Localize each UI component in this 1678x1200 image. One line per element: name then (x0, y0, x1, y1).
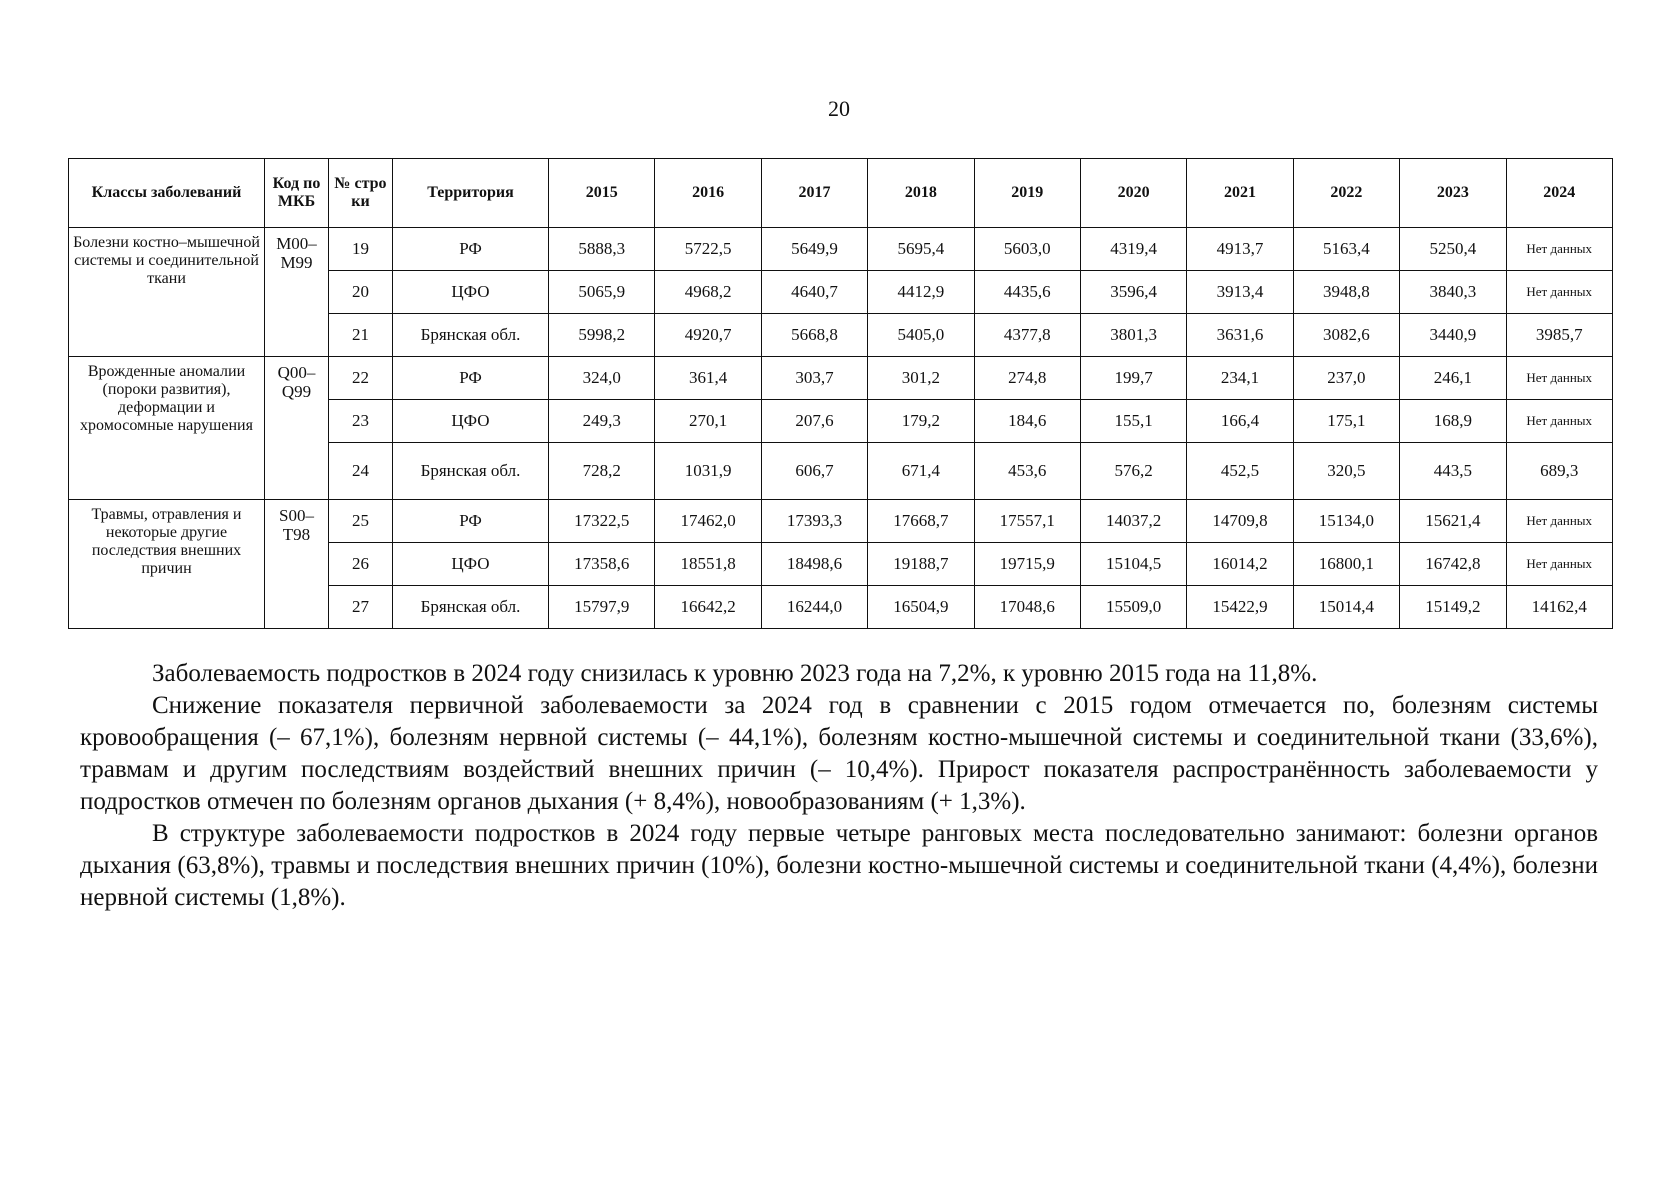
value-cell: 4640,7 (761, 271, 867, 314)
header-year: 2015 (549, 159, 655, 228)
icd-code-cell: S00– T98 (265, 500, 329, 629)
value-cell: 4913,7 (1187, 228, 1293, 271)
value-cell: 301,2 (868, 357, 974, 400)
no-data-cell: Нет данных (1506, 357, 1612, 400)
value-cell: 4412,9 (868, 271, 974, 314)
header-year: 2022 (1293, 159, 1399, 228)
value-cell: 19188,7 (868, 543, 974, 586)
value-cell: 4968,2 (655, 271, 761, 314)
header-year: 2023 (1400, 159, 1506, 228)
value-cell: 15422,9 (1187, 586, 1293, 629)
disease-class-cell: Травмы, отравления и некоторые другие последствия внешних причин (69, 500, 265, 629)
no-data-cell: Нет данных (1506, 271, 1612, 314)
value-cell: 15104,5 (1080, 543, 1186, 586)
territory-cell: Брянская обл. (393, 314, 549, 357)
value-cell: 246,1 (1400, 357, 1506, 400)
table-header-row (69, 159, 1613, 228)
value-cell: 274,8 (974, 357, 1080, 400)
value-cell: 15509,0 (1080, 586, 1186, 629)
value-cell: 14037,2 (1080, 500, 1186, 543)
value-cell: 17393,3 (761, 500, 867, 543)
value-cell: 234,1 (1187, 357, 1293, 400)
value-cell: 15014,4 (1293, 586, 1399, 629)
value-cell: 728,2 (549, 443, 655, 500)
no-data-cell: Нет данных (1506, 500, 1612, 543)
value-cell: 155,1 (1080, 400, 1186, 443)
table-row (69, 500, 1613, 543)
table-row (69, 357, 1613, 400)
territory-cell: РФ (393, 500, 549, 543)
value-cell: 17462,0 (655, 500, 761, 543)
disease-class-cell: Болезни костно–мышечной системы и соединительной ткани (69, 228, 265, 357)
value-cell: 270,1 (655, 400, 761, 443)
value-cell: 16014,2 (1187, 543, 1293, 586)
value-cell: 576,2 (1080, 443, 1186, 500)
territory-cell: ЦФО (393, 543, 549, 586)
body-text (80, 658, 1598, 914)
value-cell: 5065,9 (549, 271, 655, 314)
value-cell: 5998,2 (549, 314, 655, 357)
icd-code-cell: Q00– Q99 (265, 357, 329, 500)
disease-class-cell: Врожденные аномалии (пороки развития), деформации и хромосомные нарушения (69, 357, 265, 500)
value-cell: 1031,9 (655, 443, 761, 500)
header-year: 2019 (974, 159, 1080, 228)
value-cell: 16742,8 (1400, 543, 1506, 586)
value-cell: 303,7 (761, 357, 867, 400)
value-cell: 15134,0 (1293, 500, 1399, 543)
value-cell: 15797,9 (549, 586, 655, 629)
territory-cell: ЦФО (393, 271, 549, 314)
value-cell: 17322,5 (549, 500, 655, 543)
header-territory: Территория (393, 159, 549, 228)
table-body (69, 228, 1613, 629)
value-cell: 16642,2 (655, 586, 761, 629)
row-number-cell: 24 (329, 443, 393, 500)
value-cell: 249,3 (549, 400, 655, 443)
value-cell: 453,6 (974, 443, 1080, 500)
value-cell: 3801,3 (1080, 314, 1186, 357)
value-cell: 14709,8 (1187, 500, 1293, 543)
paragraph: В структуре заболеваемости подростков в 2024 году первые четыре ранговых места последовательно занимают: болезни органов дыхания (63,8%), травмы и последствия внешних причин (10%), болезни костно-мышечной системы и соединительной ткани (4,4%), болезни нервной системы (1,8%). (80, 820, 1598, 911)
value-cell: 17048,6 (974, 586, 1080, 629)
value-cell: 179,2 (868, 400, 974, 443)
header-code: Код по МКБ (265, 159, 329, 228)
territory-cell: РФ (393, 357, 549, 400)
value-cell: 14162,4 (1506, 586, 1612, 629)
value-cell: 4377,8 (974, 314, 1080, 357)
value-cell: 452,5 (1187, 443, 1293, 500)
value-cell: 17557,1 (974, 500, 1080, 543)
header-year: 2024 (1506, 159, 1612, 228)
value-cell: 320,5 (1293, 443, 1399, 500)
value-cell: 5405,0 (868, 314, 974, 357)
no-data-cell: Нет данных (1506, 400, 1612, 443)
value-cell: 19715,9 (974, 543, 1080, 586)
territory-cell: Брянская обл. (393, 586, 549, 629)
value-cell: 5163,4 (1293, 228, 1399, 271)
value-cell: 3985,7 (1506, 314, 1612, 357)
row-number-cell: 19 (329, 228, 393, 271)
value-cell: 18551,8 (655, 543, 761, 586)
row-number-cell: 26 (329, 543, 393, 586)
value-cell: 5649,9 (761, 228, 867, 271)
value-cell: 18498,6 (761, 543, 867, 586)
header-year: 2017 (761, 159, 867, 228)
row-number-cell: 23 (329, 400, 393, 443)
value-cell: 16504,9 (868, 586, 974, 629)
page-number: 20 (828, 96, 850, 121)
value-cell: 3840,3 (1400, 271, 1506, 314)
value-cell: 689,3 (1506, 443, 1612, 500)
header-year: 2016 (655, 159, 761, 228)
row-number-cell: 27 (329, 586, 393, 629)
row-number-cell: 20 (329, 271, 393, 314)
paragraph: Снижение показателя первичной заболеваемости за 2024 год в сравнении с 2015 годом отмечается по, болезням системы кровообращения (– 67,1%), болезням нервной системы (– 44,1%), болезням костно-мышечной системы и соединительной ткани (33,6%), травмам и другим последствиям воздействий внешних причин (– 10,4%). Прирост показателя распространённость заболеваемости у подростков отмечен по болезням органов дыхания (+ 8,4%), новообразованиям (+ 1,3%). (80, 692, 1598, 815)
value-cell: 3440,9 (1400, 314, 1506, 357)
header-class: Классы заболеваний (69, 159, 265, 228)
value-cell: 606,7 (761, 443, 867, 500)
value-cell: 5888,3 (549, 228, 655, 271)
value-cell: 237,0 (1293, 357, 1399, 400)
value-cell: 17358,6 (549, 543, 655, 586)
header-year: 2018 (868, 159, 974, 228)
value-cell: 4920,7 (655, 314, 761, 357)
icd-code-cell: М00– М99 (265, 228, 329, 357)
value-cell: 184,6 (974, 400, 1080, 443)
morbidity-table (68, 158, 1613, 629)
territory-cell: РФ (393, 228, 549, 271)
territory-cell: ЦФО (393, 400, 549, 443)
header-year: 2020 (1080, 159, 1186, 228)
value-cell: 361,4 (655, 357, 761, 400)
value-cell: 168,9 (1400, 400, 1506, 443)
row-number-cell: 22 (329, 357, 393, 400)
value-cell: 3948,8 (1293, 271, 1399, 314)
value-cell: 324,0 (549, 357, 655, 400)
value-cell: 3631,6 (1187, 314, 1293, 357)
value-cell: 17668,7 (868, 500, 974, 543)
value-cell: 166,4 (1187, 400, 1293, 443)
value-cell: 5250,4 (1400, 228, 1506, 271)
value-cell: 3082,6 (1293, 314, 1399, 357)
header-row-number: № стро ки (329, 159, 393, 228)
value-cell: 199,7 (1080, 357, 1186, 400)
row-number-cell: 25 (329, 500, 393, 543)
header-year: 2021 (1187, 159, 1293, 228)
value-cell: 3913,4 (1187, 271, 1293, 314)
row-number-cell: 21 (329, 314, 393, 357)
value-cell: 16244,0 (761, 586, 867, 629)
value-cell: 15149,2 (1400, 586, 1506, 629)
value-cell: 207,6 (761, 400, 867, 443)
value-cell: 16800,1 (1293, 543, 1399, 586)
value-cell: 671,4 (868, 443, 974, 500)
value-cell: 4319,4 (1080, 228, 1186, 271)
table-row (69, 228, 1613, 271)
value-cell: 5603,0 (974, 228, 1080, 271)
value-cell: 443,5 (1400, 443, 1506, 500)
no-data-cell: Нет данных (1506, 228, 1612, 271)
territory-cell: Брянская обл. (393, 443, 549, 500)
value-cell: 15621,4 (1400, 500, 1506, 543)
value-cell: 5695,4 (868, 228, 974, 271)
value-cell: 4435,6 (974, 271, 1080, 314)
paragraph: Заболеваемость подростков в 2024 году снизилась к уровню 2023 года на 7,2%, к уровню 2015 года на 11,8%. (152, 660, 1318, 687)
value-cell: 5668,8 (761, 314, 867, 357)
no-data-cell: Нет данных (1506, 543, 1612, 586)
value-cell: 175,1 (1293, 400, 1399, 443)
value-cell: 5722,5 (655, 228, 761, 271)
value-cell: 3596,4 (1080, 271, 1186, 314)
